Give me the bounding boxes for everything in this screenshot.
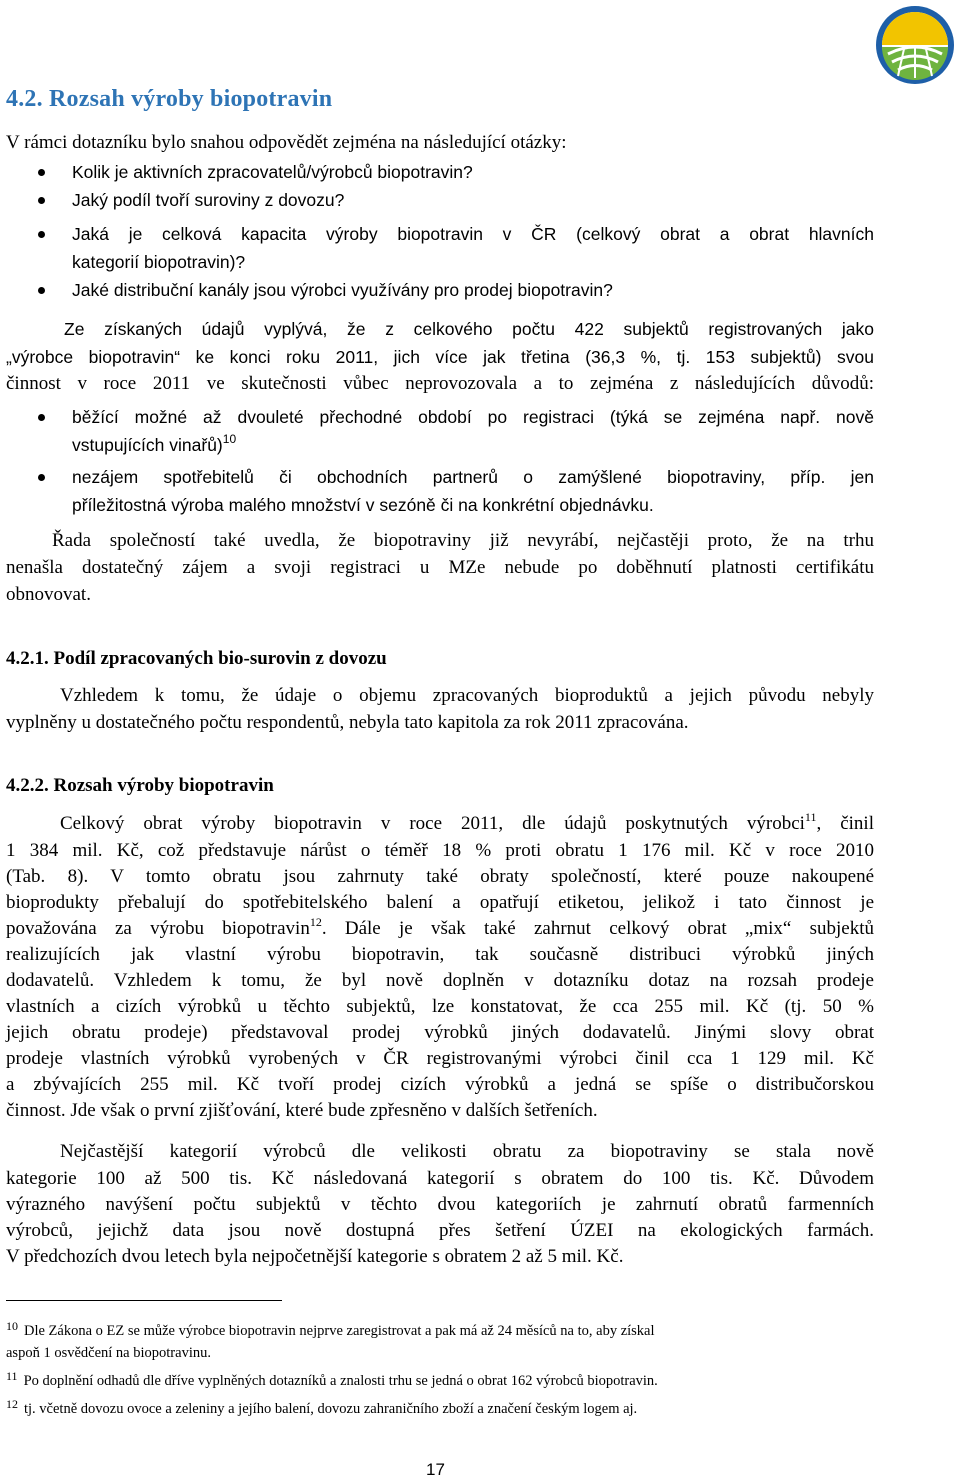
footnote: $^{12}$ tj. včetně dovozu ovoce a zeleniny a jejího balení, dovozu zahraničního zboží a značení českým logem aj. bbox=[6, 1397, 638, 1417]
question-item: Jaká je celková kapacita výroby biopotravin v ČR (celkový obrat a obrat hlavních bbox=[72, 224, 874, 244]
paragraph-line: vyplněny u dostatečného počtu respondentů, nebyla tato kapitola za rok 2011 zpracována. bbox=[6, 712, 689, 733]
paragraph-line: činnost v roce 2011 ve skutečnosti vůbec neprovozovala a to zejména z následujících důvodů: bbox=[6, 373, 874, 394]
intro-text: V rámci dotazníku bylo snahou odpovědět zejména na následující otázky: bbox=[6, 132, 567, 153]
bullet-icon bbox=[38, 231, 45, 238]
footnote-ref: 11 bbox=[804, 810, 817, 824]
footnote: $^{11}$ Po doplnění odhadů dle dříve vyplněných dotazníků a znalosti trhu se jedná o obrat 162 výrobců biopotravin. bbox=[6, 1369, 658, 1389]
paragraph-line: Vzhledem k tomu, že údaje o objemu zpracovaných bioproduktů a jejich původu nebyly bbox=[60, 685, 874, 706]
reason-item: nezájem spotřebitelů či obchodních partnerů o zamýšlené biopotraviny, příp. jen bbox=[72, 467, 874, 487]
paragraph-line: nenašla dostatečný zájem a svoji registraci u MZe nebude po doběhnutí platnosti certifikátu bbox=[6, 557, 874, 578]
paragraph-line: výrazného navýšení počtu subjektů v těchto dvou kategoriích je zahrnutí obratů farmenních bbox=[6, 1194, 874, 1215]
paragraph-line: Nejčastější kategorií výrobců dle velikosti obratu za biopotraviny se stala nově bbox=[60, 1141, 874, 1162]
question-item: Jaký podíl tvoří suroviny z dovozu? bbox=[72, 190, 345, 210]
paragraph-line: Celkový obrat výroby biopotravin v roce 2011, dle údajů poskytnutých výrobci$^{11}$, činil bbox=[60, 810, 874, 834]
question-item: Kolik je aktivních zpracovatelů/výrobců biopotravin? bbox=[72, 162, 473, 182]
paragraph-line: V předchozích dvou letech byla nejpočetnější kategorie s obratem 2 až 5 mil. Kč. bbox=[6, 1246, 624, 1267]
subsection-heading: 4.2.2. Rozsah výroby biopotravin bbox=[6, 775, 274, 796]
section-heading: 4.2. Rozsah výroby biopotravin bbox=[6, 86, 333, 112]
bullet-icon bbox=[38, 197, 45, 204]
footnote-ref: 10 bbox=[222, 432, 237, 446]
paragraph-line: Řada společností také uvedla, že biopotraviny již nevyrábí, nejčastěji proto, že na trhu bbox=[52, 530, 874, 551]
paragraph-line: a zbývajících 255 mil. Kč tvoří prodej cizích výrobků a jedná se spíše o distribučorskou bbox=[6, 1074, 874, 1095]
paragraph-line: činnost. Jde však o první zjišťování, které bude zpřesněno v dalších šetřeních. bbox=[6, 1100, 598, 1121]
reason-item-cont bbox=[72, 432, 236, 458]
paragraph-line: jejich obratu prodeje) představoval prodej výrobků jiných dodavatelů. Jinými slovy obrat bbox=[6, 1022, 874, 1043]
bullet-icon bbox=[38, 287, 45, 294]
paragraph-line: 1 384 mil. Kč, což představuje nárůst o téměř 18 % proti obratu 1 176 mil. Kč v roce 2010 bbox=[6, 840, 874, 861]
paragraph-line: dodavatelů. Vzhledem k tomu, že byl nově doplněn v dotazníku dotaz na rozsah prodeje bbox=[6, 970, 874, 991]
question-item-cont: kategorií biopotravin)? bbox=[72, 252, 246, 272]
bullet-icon bbox=[38, 169, 45, 176]
paragraph-line: (Tab. 8). V tomto obratu jsou zahrnuty také obraty společností, které pouze nakoupené bbox=[6, 866, 874, 887]
paragraph-line: kategorie 100 až 500 tis. Kč následovaná kategorií s obratem do 100 tis. Kč. Důvodem bbox=[6, 1168, 874, 1189]
reason-item: běžící možné až dvouleté přechodné období po registraci (týká se zejména např. nově bbox=[72, 407, 874, 427]
page-number: 17 bbox=[426, 1460, 445, 1479]
paragraph-line: obnovovat. bbox=[6, 584, 91, 605]
paragraph-line: prodeje vlastních výrobků vyrobených v ČR registrovanými výrobci činil cca 1 129 mil. Kč bbox=[6, 1048, 874, 1069]
paragraph-line: vlastních a cizích výrobků u těchto subjektů, lze konstatovat, že cca 255 mil. Kč (tj. 50 % bbox=[6, 996, 874, 1017]
footnote-divider bbox=[6, 1300, 282, 1301]
bullet-icon bbox=[38, 414, 45, 421]
footnote: $^{10}$ Dle Zákona o EZ se může výrobce biopotravin nejprve zaregistrovat a pak má až 24 měsíců na to, aby získal aspoň 1 osvědčení na biopotravinu. bbox=[6, 1319, 655, 1361]
footnote-ref: 12 bbox=[309, 915, 322, 929]
reason-text: vstupujících vinařů) bbox=[72, 435, 223, 455]
subsection-heading: 4.2.1. Podíl zpracovaných bio-surovin z dovozu bbox=[6, 648, 387, 669]
bullet-icon bbox=[38, 474, 45, 481]
paragraph-line: „výrobce biopotravin“ ke konci roku 2011, jich více jak třetina (36,3 %, tj. 153 subjektů) svou bbox=[6, 347, 874, 367]
organic-logo-icon bbox=[874, 4, 956, 86]
paragraph-line: bioprodukty přebalují do spotřebitelského balení a opatřují etiketou, jelikož i tato činnost je bbox=[6, 892, 874, 913]
paragraph-line: Ze získaných údajů vyplývá, že z celkového počtu 422 subjektů registrovaných jako bbox=[64, 319, 874, 339]
paragraph-line: realizujících jak vlastní výrobu biopotravin, tak současně distribuci výrobků jiných bbox=[6, 944, 874, 965]
question-item: Jaké distribuční kanály jsou výrobci využívány pro prodej biopotravin? bbox=[72, 280, 613, 300]
paragraph-line: výrobců, jejichž data jsou nově dostupná přes šetření ÚZEI na ekologických farmách. bbox=[6, 1220, 874, 1241]
reason-item-cont: příležitostná výroba malého množství v sezóně či na konkrétní objednávku. bbox=[72, 495, 654, 515]
paragraph-line: považována za výrobu biopotravin$^{12}$. Dále je však také zahrnut celkový obrat „mix“ subjektů bbox=[6, 915, 874, 939]
